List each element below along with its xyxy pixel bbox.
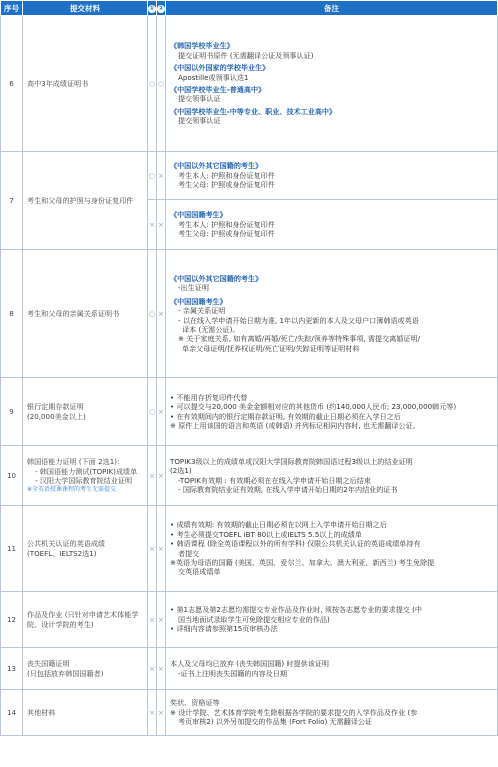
row-remark bbox=[166, 648, 498, 690]
row-mark-1: × bbox=[148, 690, 157, 736]
remark-title: 《中国国籍考生》 bbox=[170, 296, 227, 306]
remark-title: 《韩国学校毕业生》 bbox=[170, 41, 234, 51]
row-mark-2: × bbox=[157, 648, 166, 690]
header-mark-2 bbox=[157, 1, 166, 16]
row-number: 11 bbox=[1, 506, 23, 592]
remark-line: ※ 关于家庭关系, 如有离婚/再婚/死亡/失踪/领养等特殊事项, 需提交离婚证明/ bbox=[178, 334, 420, 344]
table-row bbox=[1, 690, 498, 736]
row-mark-1: × bbox=[148, 506, 157, 592]
row-material: 其他材料 bbox=[23, 690, 148, 736]
remark-line: 提交证明书原件 (无需翻译公证及领事认证) bbox=[178, 50, 314, 60]
row-material: 考生和父母的亲属关系证明书 bbox=[23, 250, 148, 378]
header-row bbox=[1, 1, 498, 16]
remark-line: - 以在线入学申请开始日期为准, 1年以内更新的本人及父母户口簿韩语或英语 bbox=[178, 315, 419, 325]
row-remark bbox=[166, 378, 498, 446]
row-mark-2: × bbox=[157, 592, 166, 648]
row-material bbox=[23, 446, 148, 506]
remark-line: • 可以提交与20,000 美金金额相对应的其他货币 (约140,000人民币; 23,000,000韩元等) bbox=[170, 402, 457, 412]
row-remark bbox=[166, 690, 498, 736]
remark-line: 考生本人: 护照和身份证复印件 bbox=[178, 170, 275, 180]
row-number: 14 bbox=[1, 690, 23, 736]
table-row bbox=[1, 250, 498, 378]
row-mark-2: × bbox=[157, 152, 166, 200]
remark-line: • 第1志愿及第2志愿均需提交专业作品及作业时, 须按各志愿专业的要求提交 (中 bbox=[170, 605, 422, 615]
remark-line: (2选1) bbox=[170, 466, 192, 476]
table-row bbox=[1, 592, 498, 648]
remark-line: - 亲属关系证明 bbox=[178, 306, 226, 316]
table-row bbox=[1, 506, 498, 592]
remark-line: -证书上注明丧失国籍的内容及日期 bbox=[178, 668, 287, 678]
table-row bbox=[1, 378, 498, 446]
header-mark-1 bbox=[148, 1, 157, 16]
row-remark bbox=[166, 200, 498, 250]
table-row bbox=[1, 446, 498, 506]
remark-line: 译本 (无需公证)。 bbox=[182, 324, 240, 334]
row-material: 银行定期存款证明 (20,000美金以上) bbox=[23, 378, 148, 446]
row-number: 12 bbox=[1, 592, 23, 648]
remark-title: 《中国国籍考生》 bbox=[170, 210, 227, 220]
remark-line: 考生本人: 护照和身份证复印件 bbox=[178, 219, 275, 229]
row-remark bbox=[166, 152, 498, 200]
row-mark-2: ○ bbox=[157, 16, 166, 152]
row-mark-1: ○ bbox=[148, 378, 157, 446]
row-material: 高中3年成绩证明书 bbox=[23, 16, 148, 152]
row-mark-2: × bbox=[157, 250, 166, 378]
row-material: 作品及作业 (只针对申请艺术体能学院、设计学院的考生) bbox=[23, 592, 148, 648]
remark-line: -TOPIK有效期 : 有效期必须在在线入学申请开始日期之后结束 bbox=[178, 475, 371, 485]
row-mark-1: ○ bbox=[148, 152, 157, 200]
row-remark bbox=[166, 592, 498, 648]
remark-line: - 国际教育院结业证有效期, 在线入学申请开始日期的2年内结业的证书 bbox=[178, 484, 398, 494]
row-material: 丧失国籍证明 (只包括放弃韩国国籍者) bbox=[23, 648, 148, 690]
mark-2-symbol: ② bbox=[158, 5, 164, 12]
remark-line: 考页审核2) 以外另加提交的作品集 (Fort Folio) 无需翻译公证 bbox=[178, 717, 373, 727]
material-line: - 汉阳大学国际教育院结业证明 bbox=[35, 476, 133, 486]
remark-line: 本人及父母均已放弃 (丧失韩国国籍) 时提供该证明 bbox=[170, 659, 330, 669]
remark-line: • 考生必须提交TOEFL iBT 80以上或IELTS 5.5以上的成绩单 bbox=[170, 529, 362, 539]
row-remark bbox=[166, 506, 498, 592]
remark-title: 《中国学校毕业生-普通高中》 bbox=[170, 85, 266, 94]
header-remark: 备注 bbox=[166, 1, 498, 16]
remark-line: 者提交 bbox=[178, 548, 200, 558]
table-row bbox=[1, 648, 498, 690]
row-number: 7 bbox=[1, 152, 23, 250]
remark-line: 考生父母: 护照或身份证复印件 bbox=[178, 180, 275, 190]
remark-line: 国当地面试录取学生可免除提交相应专业的作品) bbox=[178, 614, 330, 624]
header-no: 序号 bbox=[1, 1, 23, 16]
row-number: 6 bbox=[1, 16, 23, 152]
row-mark-2: × bbox=[157, 690, 166, 736]
row-number: 8 bbox=[1, 250, 23, 378]
remark-line: TOPIK3级以上的成绩单或汉阳大学国际教育院韩国语过程3级以上的结业证明 bbox=[170, 456, 413, 466]
remark-line: Apostille或领事认迭1 bbox=[178, 72, 249, 82]
row-mark-1: × bbox=[148, 200, 157, 250]
row-mark-2: × bbox=[157, 446, 166, 506]
remark-title: 《中国学校毕业生-中等专业、职业、技术工业高中》 bbox=[170, 106, 337, 116]
remark-line: ※英语为母语的国籍 (美国、英国、爱尔兰、加拿大、澳大利亚、新西兰) 考生免除提 bbox=[170, 557, 435, 567]
row-mark-2: × bbox=[157, 200, 166, 250]
remark-line: 单亲父母证明/抚养权证明/死亡证明/失踪证明等证明材料 bbox=[182, 343, 360, 353]
remark-line: • 不能用存折复印件代替 bbox=[170, 392, 248, 402]
row-mark-1: ○ bbox=[148, 250, 157, 378]
row-number: 9 bbox=[1, 378, 23, 446]
remark-line: 考生父母: 护照或身份证复印件 bbox=[178, 229, 275, 239]
remark-line: 提交领事认证 bbox=[178, 116, 221, 126]
remark-line: 交英语成绩单 bbox=[178, 567, 221, 577]
remark-line: • 韩语课程 (除全英语课程以外的所有学科) 仅限公共机关认证的英语成绩单持有 bbox=[170, 539, 421, 549]
row-mark-2: × bbox=[157, 378, 166, 446]
material-note: ※全英语授课课程的考生无需提交 bbox=[27, 485, 117, 493]
remark-line: -出生证明 bbox=[178, 283, 209, 293]
remark-line: • 详细内容请参照第15页审核办法 bbox=[170, 624, 278, 634]
row-material: 公共机关认证的英语成绩 (TOEFL、IELTS2选1) bbox=[23, 506, 148, 592]
remark-line: • 在有效期间内的银行定期存款证明, 有效期的截止日期必须在入学日之后 bbox=[170, 411, 401, 421]
row-mark-2: × bbox=[157, 506, 166, 592]
remark-title: 《中国以外国家的学校毕业生》 bbox=[170, 63, 270, 73]
table-row bbox=[1, 16, 498, 152]
remark-title: 《中国以外其它国籍的考生》 bbox=[170, 273, 263, 283]
header-material: 提交材料 bbox=[23, 1, 148, 16]
remark-line: ※ 原件上用该国的语言和英语 (或韩语) 并列标记相同内容时, 也无需翻译公证。 bbox=[170, 420, 420, 430]
row-number: 13 bbox=[1, 648, 23, 690]
row-mark-1: ○ bbox=[148, 16, 157, 152]
row-mark-1: × bbox=[148, 446, 157, 506]
row-mark-1: × bbox=[148, 592, 157, 648]
row-remark bbox=[166, 250, 498, 378]
remark-line: • 成绩有效期: 有效期的截止日期必须在以网上入学申请开始日期之后 bbox=[170, 520, 387, 530]
row-number: 10 bbox=[1, 446, 23, 506]
material-line: - 韩国语能力测试(TOPIK)成绩单 bbox=[35, 466, 138, 476]
remark-title: 《中国以外其它国籍的考生》 bbox=[170, 161, 263, 171]
remark-line: 提交领事认证 bbox=[178, 94, 221, 104]
remark-line: 奖状、资格证等 bbox=[170, 698, 220, 708]
table-row bbox=[1, 152, 498, 200]
material-line: 韩国语能力证明 (下面 2选1): bbox=[27, 457, 120, 467]
mark-1-symbol: ① bbox=[149, 5, 155, 12]
row-remark bbox=[166, 16, 498, 152]
row-mark-1: × bbox=[148, 648, 157, 690]
row-material: 考生和父母的护照与身份证复印件 bbox=[23, 152, 148, 250]
remark-line: ※ 设计学院、艺术体育学院考生除根据各学院的要求提交的入学作品及作业 (参 bbox=[170, 707, 418, 717]
row-remark bbox=[166, 446, 498, 506]
